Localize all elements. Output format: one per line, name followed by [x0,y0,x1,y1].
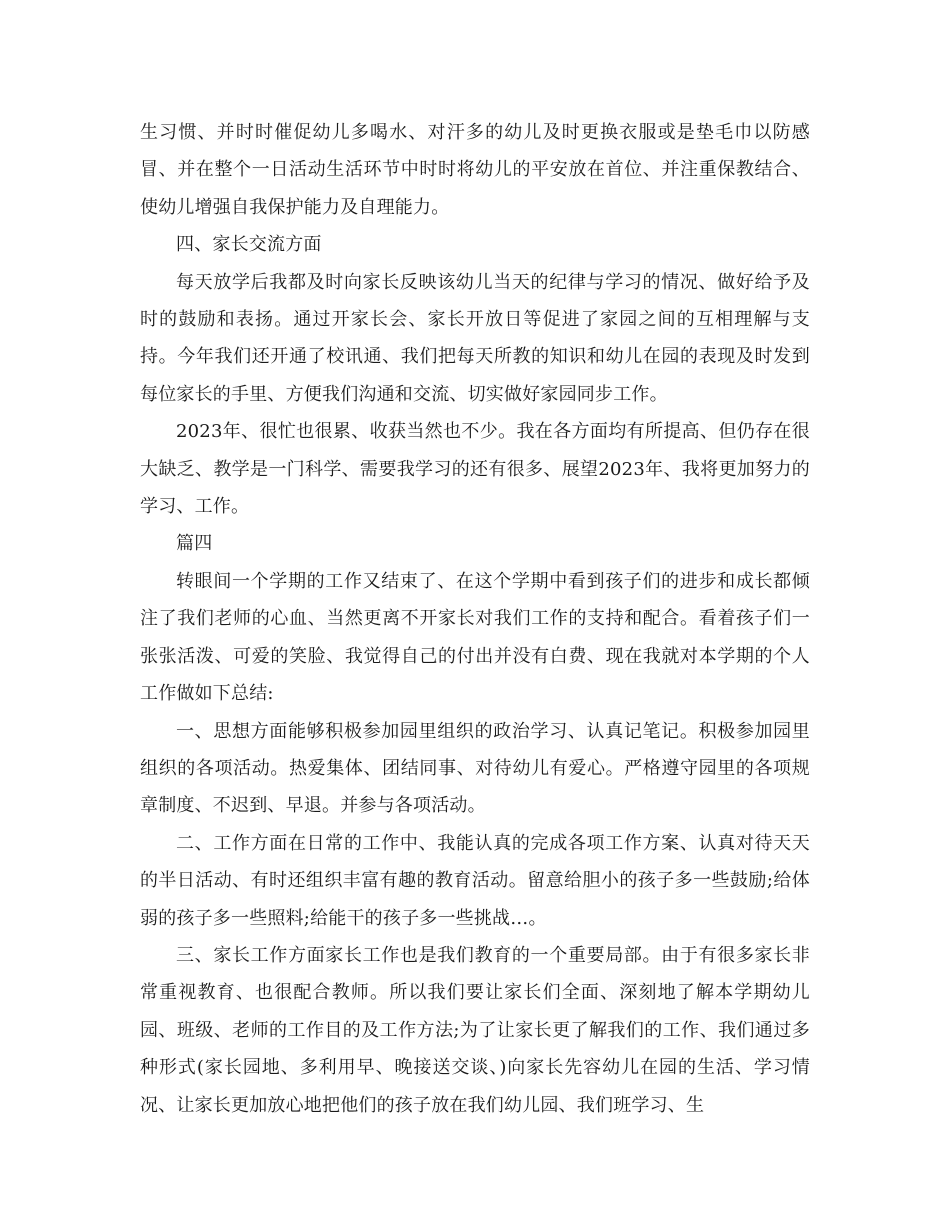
section-heading-part-four: 篇四 [176,533,213,555]
paragraph-8: 三、家长工作方面家长工作也是我们教育的一个重要局部。由于有很多家长非常重视教育、也很配合教师。所以我们要让家长们全面、深刻地了解本学期幼儿园、班级、老师的工作目的及工作方法;为了让家长更了解我们的工作、我们通过多种形式(家长园地、多利用早、晚接送交谈、)向家长先容幼儿在园的生活、学习情况、让家长更加放心地把他们的孩子放在我们幼儿园、我们班学习、生 [140,944,810,1116]
document-body [140,114,810,1124]
paragraph-7: 二、工作方面在日常的工作中、我能认真的完成各项工作方案、认真对待天天的半日活动、有时还组织丰富有趣的教育活动。留意给胆小的孩子多一些鼓励;给体弱的孩子多一些照料;给能干的孩子多一些挑战…。 [140,832,810,929]
section-heading-parent-communication: 四、家长交流方面 [176,234,322,256]
paragraph-5: 转眼间一个学期的工作又结束了、在这个学期中看到孩子们的进步和成长都倾注了我们老师的心血、当然更离不开家长对我们工作的支持和配合。看着孩子们一张张活泼、可爱的笑脸、我觉得自己的付出并没有白费、现在我就对本学期的个人工作做如下总结: [140,570,810,705]
paragraph-2: 每天放学后我都及时向家长反映该幼儿当天的纪律与学习的情况、做好给予及时的鼓励和表扬。通过开家长会、家长开放日等促进了家园之间的互相理解与支持。今年我们还开通了校讯通、我们把每天所教的知识和幼儿在园的表现及时发到每位家长的手里、方便我们沟通和交流、切实做好家园同步工作。 [140,271,810,405]
paragraph-3: 2023年、很忙也很累、收获当然也不少。我在各方面均有所提高、但仍存在很大缺乏、教学是一门科学、需要我学习的还有很多、展望2023年、我将更加努力的学习、工作。 [140,421,810,518]
paragraph-6: 一、思想方面能够积极参加园里组织的政治学习、认真记笔记。积极参加园里组织的各项活动。热爱集体、团结同事、对待幼儿有爱心。严格遵守园里的各项规章制度、不迟到、早退。并参与各项活动。 [140,720,810,817]
paragraph-0: 生习惯、并时时催促幼儿多喝水、对汗多的幼儿及时更换衣服或是垫毛巾以防感冒、并在整个一日活动生活环节中时时将幼儿的平安放在首位、并注重保教结合、使幼儿增强自我保护能力及自理能力。 [140,122,810,218]
